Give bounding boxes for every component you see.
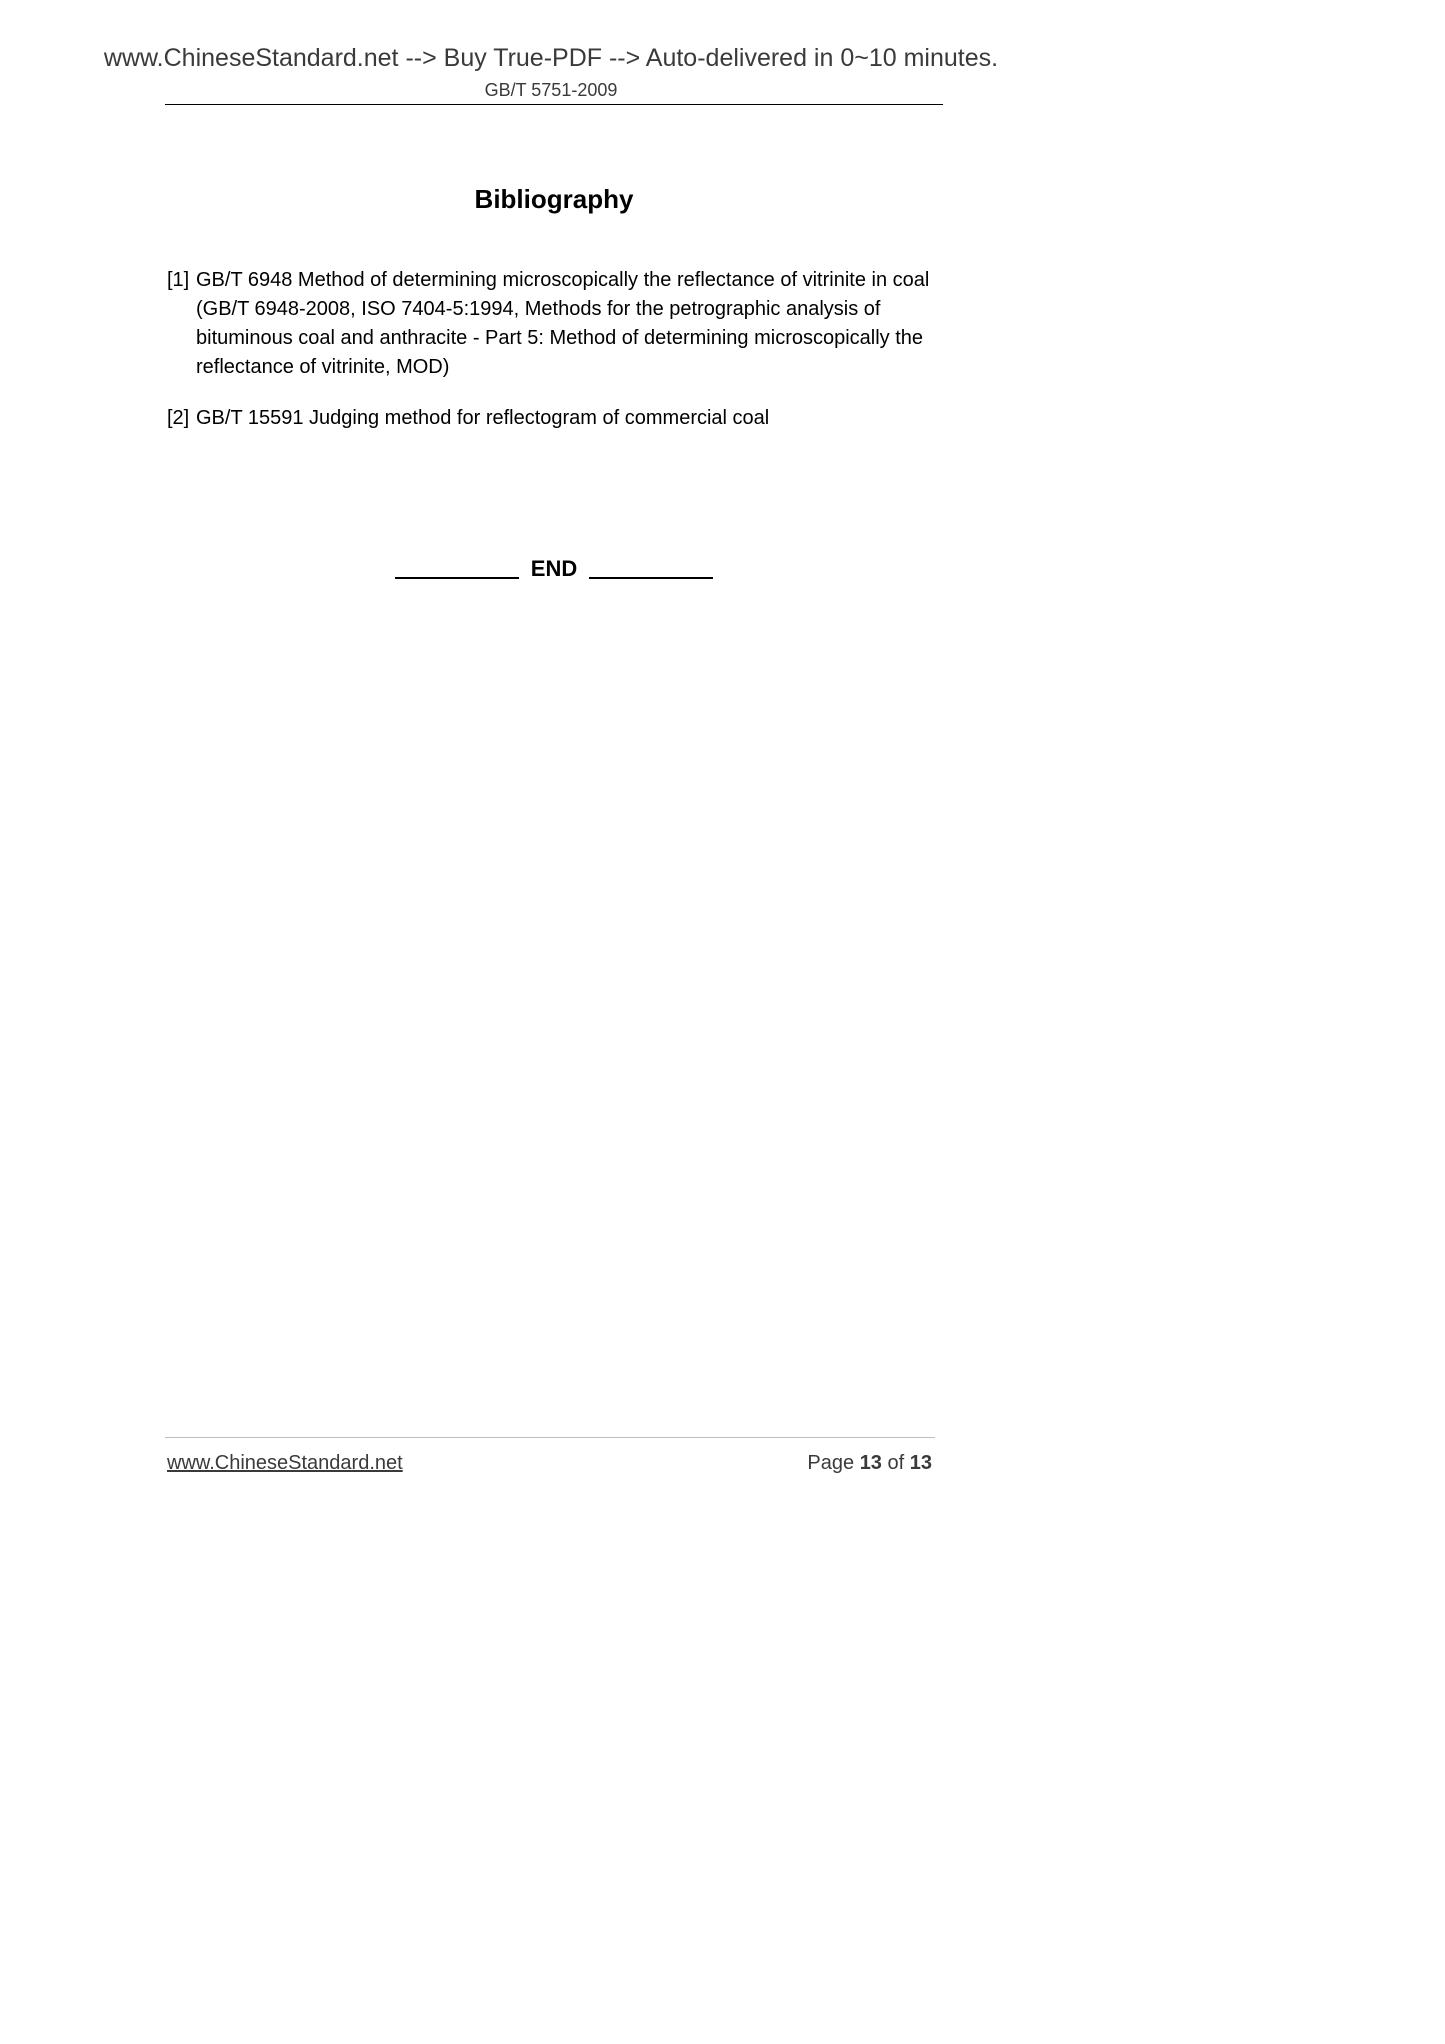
page-counter <box>807 1452 932 1475</box>
reference-line: (GB/T 6948-2008, ISO 7404-5:1994, Methods for the petrographic analysis of <box>196 298 881 320</box>
total-page-count: 13 <box>909 1452 932 1474</box>
end-label: END <box>530 556 578 581</box>
end-rule-left <box>395 577 519 579</box>
reference-text <box>196 404 941 433</box>
page-word: Page <box>807 1452 855 1474</box>
reference-number: [1] <box>167 269 190 291</box>
of-word: of <box>887 1452 905 1474</box>
reference-line: GB/T 6948 Method of determining microscopically the reflectance of vitrinite in coal <box>196 269 930 291</box>
current-page-number: 13 <box>859 1452 882 1474</box>
end-rule-right <box>589 577 713 579</box>
page-title: Bibliography <box>474 184 634 214</box>
reference-line: bituminous coal and anthracite - Part 5: Method of determining microscopically the <box>196 327 924 349</box>
bibliography-list <box>167 266 941 455</box>
footer-site-link[interactable]: www.ChineseStandard.net <box>167 1452 403 1474</box>
reference-line: reflectance of vitrinite, MOD) <box>196 356 450 378</box>
reference-number: [2] <box>167 407 190 429</box>
reference-text <box>196 266 941 382</box>
reference-line: GB/T 15591 Judging method for reflectogram of commercial coal <box>196 407 770 429</box>
document-code: GB/T 5751-2009 <box>484 80 618 100</box>
header-divider <box>165 104 943 105</box>
footer-divider <box>165 1437 935 1438</box>
top-banner: www.ChineseStandard.net --> Buy True-PDF --> Auto-delivered in 0~10 minutes. <box>103 44 999 72</box>
reference-item-1 <box>167 266 941 382</box>
end-marker <box>0 556 1108 582</box>
reference-item-2 <box>167 404 941 433</box>
